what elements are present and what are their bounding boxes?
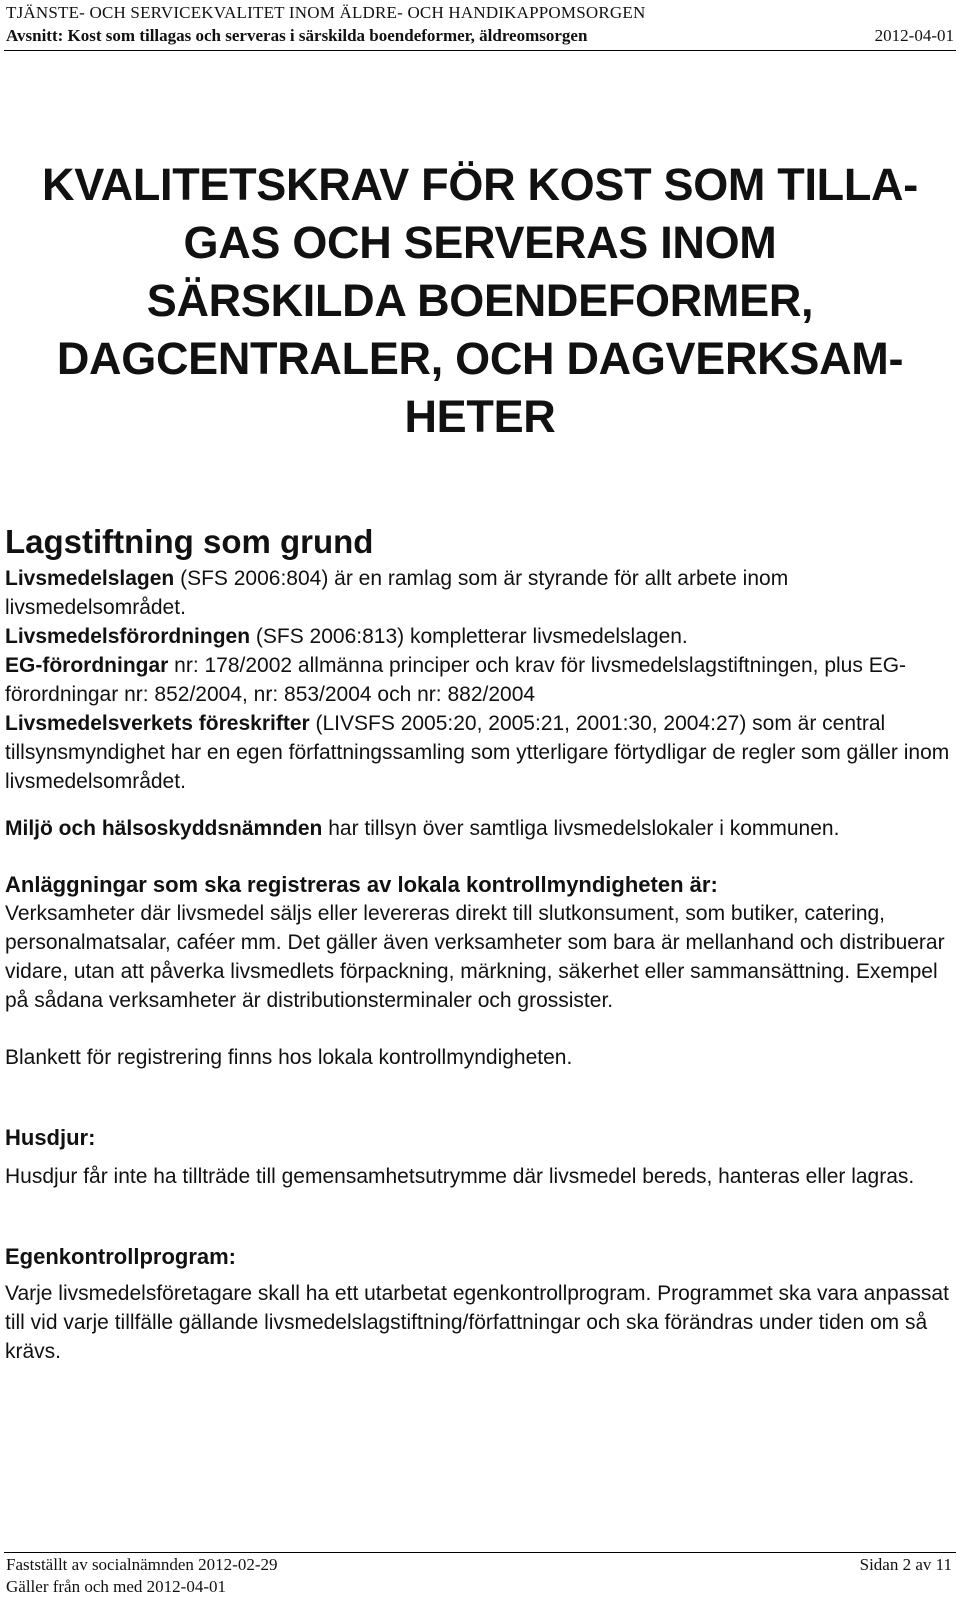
- section-heading-egenkontroll: Egenkontrollprogram:: [5, 1244, 237, 1269]
- paragraph-blankett: Blankett för registrering finns hos lokala kontrollmyndigheten.: [5, 1046, 573, 1069]
- text-livsmedelsforordningen: (SFS 2006:813) kompletterar livsmedelslagen.: [250, 625, 688, 648]
- text-livsmedelslagen: (SFS 2006:804) är en ramlag som är styrande för allt arbete inom livsmedelsområdet.: [5, 567, 789, 619]
- document-body: [5, 520, 952, 1366]
- section-heading-anlaggningar: Anläggningar som ska registreras av lokala kontrollmyndigheten är:: [5, 872, 718, 897]
- header-section-row: [6, 24, 954, 48]
- footer-valid-from: Gäller från och med 2012-04-01: [6, 1577, 226, 1596]
- paragraph-husdjur: Husdjur får inte ha tillträde till gemensamhetsutrymme där livsmedel bereds, hanteras eller lagras.: [5, 1165, 915, 1188]
- term-livsmedelsforordningen: Livsmedelsförordningen: [5, 625, 251, 648]
- header-date: 2012-04-01: [874, 26, 954, 45]
- text-livsmedelsverket: (LIVSFS 2005:20, 2005:21, 2001:30, 2004:27) som är central tillsynsmyndighet har en egen författningssamling som ytterligare förtydligar de regler som gäller inom livsmedelsområdet.: [5, 712, 950, 793]
- term-livsmedelslagen: Livsmedelslagen: [5, 567, 175, 590]
- paragraph-anlaggningar: Verksamheter där livsmedel säljs eller levereras direkt till slutkonsument, som butiker, catering, personalmatsalar, caféer mm. Det gäller även verksamheter som bara är mellanhand och distribuerar vidare, utan att påverka livsmedlets förpackning, märkning, säkerhet eller sammansättning. Exempel på sådana verksamheter är distributionsterminaler och grossister.: [5, 902, 945, 1012]
- paragraph-livsmedelsforordningen: [5, 622, 952, 651]
- title-line: SÄRSKILDA BOENDEFORMER,: [146, 275, 814, 326]
- footer-page-number: Sidan 2 av 11: [859, 1555, 952, 1574]
- paragraph-livsmedelslagen: [5, 564, 952, 622]
- footer-fastställt: Fastställt av socialnämnden 2012-02-29: [6, 1555, 278, 1574]
- title-line: DAGCENTRALER, OCH DAGVERKSAM-: [56, 333, 904, 384]
- document-title: [0, 156, 960, 446]
- header-section: Avsnitt: Kost som tillagas och serveras i särskilda boendeformer, äldreomsorgen: [6, 26, 588, 45]
- page-header: [6, 2, 954, 48]
- header-divider: [4, 50, 956, 51]
- paragraph-egenkontroll: Varje livsmedelsföretagare skall ha ett utarbetat egenkontrollprogram. Programmet ska vara anpassat till vid varje tillfälle gällande livsmedelslagstiftning/författningar och ska förändras under tiden om så krävs.: [5, 1282, 949, 1363]
- term-miljo: Miljö och hälsoskyddsnämnden: [5, 817, 323, 840]
- title-line: KVALITETSKRAV FÖR KOST SOM TILLA-: [42, 159, 918, 210]
- section-heading-lagstiftning: Lagstiftning som grund: [5, 523, 374, 560]
- term-livsmedelsverket: Livsmedelsverkets föreskrifter: [5, 712, 310, 735]
- header-organisation: TJÄNSTE- OCH SERVICEKVALITET INOM ÄLDRE- OCH HANDIKAPPOMSORGEN: [6, 3, 646, 22]
- page-footer: [6, 1554, 952, 1598]
- title-line: HETER: [404, 391, 556, 442]
- paragraph-livsmedelsverket: [5, 709, 952, 796]
- term-eg-forordningar: EG-förordningar: [5, 654, 169, 677]
- text-eg-forordningar: nr: 178/2002 allmänna principer och krav för livsmedelslagstiftningen, plus EG-förordningar nr: 852/2004, nr: 853/2004 och nr: 882/2004: [5, 654, 907, 706]
- paragraph-eg-forordningar: [5, 651, 952, 709]
- footer-divider: [4, 1552, 956, 1553]
- title-line: GAS OCH SERVERAS INOM: [183, 217, 777, 268]
- paragraph-miljo: [5, 814, 952, 843]
- text-miljo: har tillsyn över samtliga livsmedelslokaler i kommunen.: [322, 817, 840, 840]
- section-heading-husdjur: Husdjur:: [5, 1125, 96, 1150]
